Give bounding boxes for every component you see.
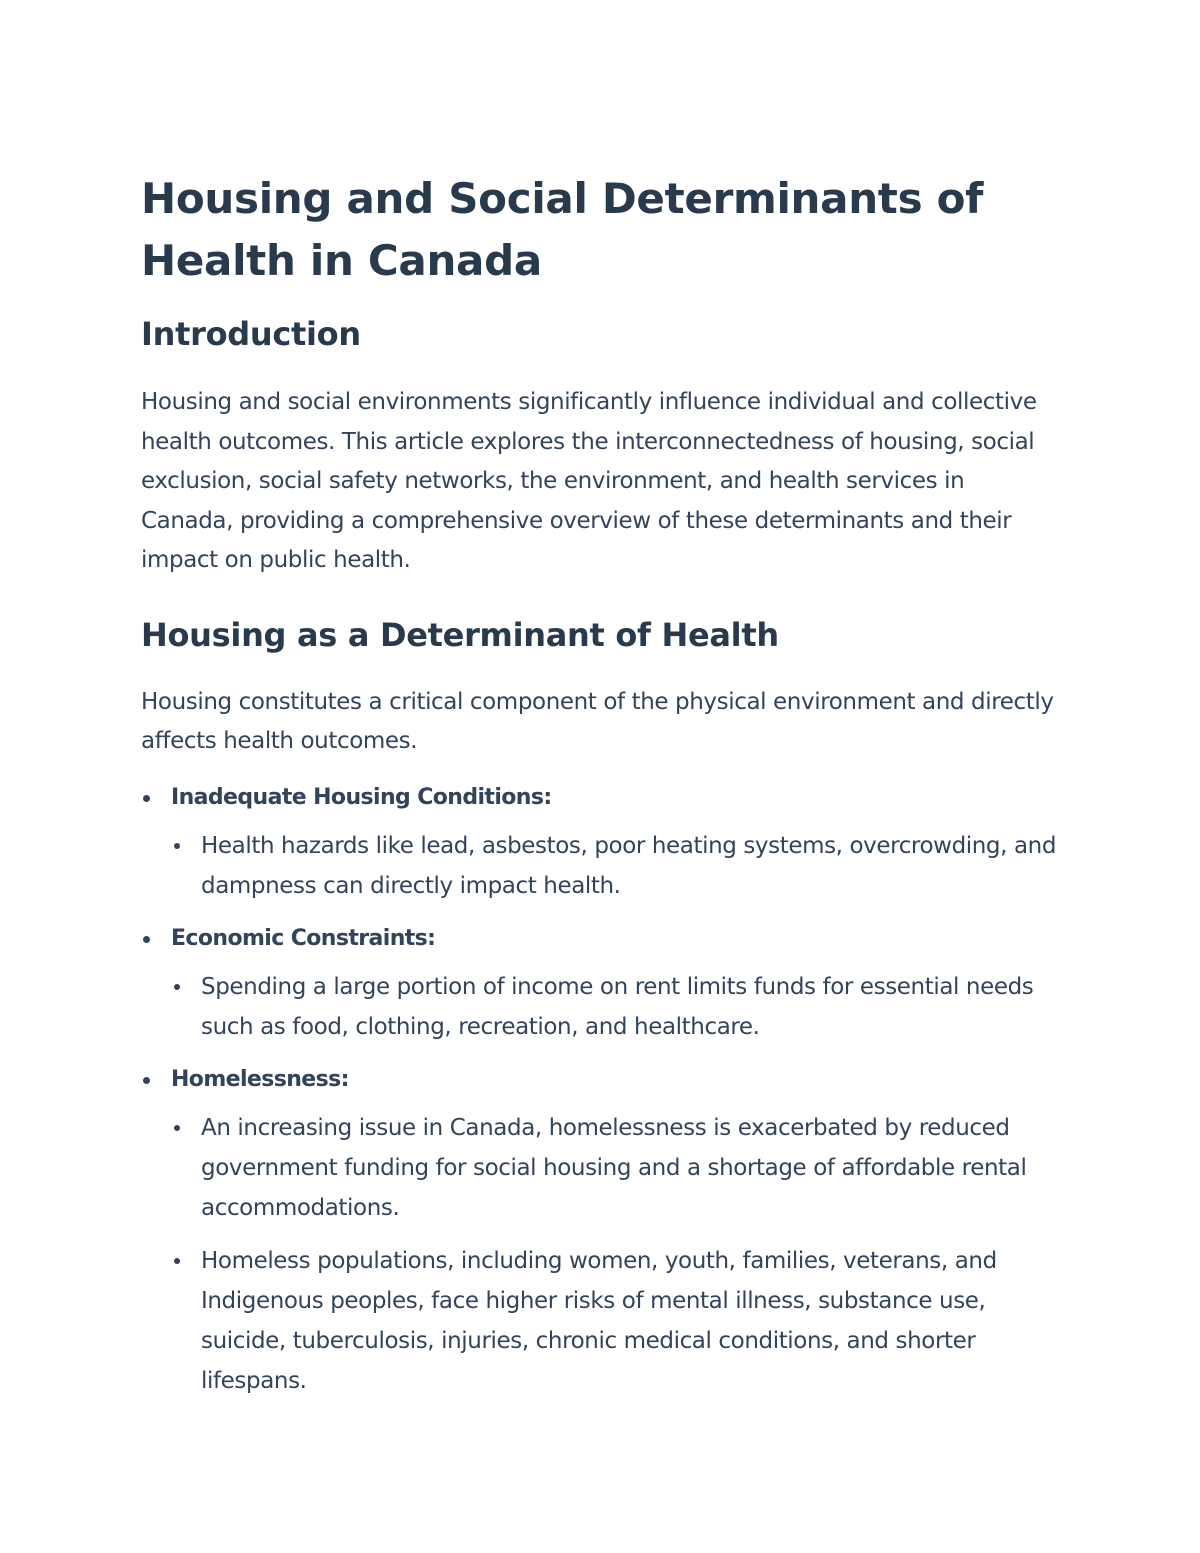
sub-list bbox=[171, 967, 1061, 1047]
bullet-icon bbox=[174, 984, 180, 990]
sub-list bbox=[171, 1108, 1061, 1401]
bullet-icon bbox=[174, 843, 180, 849]
list-item-label: Economic Constraints: bbox=[171, 925, 436, 951]
bullet-icon bbox=[174, 1125, 180, 1131]
document-content bbox=[141, 168, 1061, 1414]
sub-list bbox=[171, 826, 1061, 906]
section-heading-introduction: Introduction bbox=[141, 315, 361, 353]
sub-list-item-text: Spending a large portion of income on rent limits funds for essential needs such as food, clothing, recreation, and healthcare. bbox=[201, 973, 1034, 1040]
list-item-homelessness bbox=[141, 1060, 1061, 1401]
sub-list-item bbox=[171, 1241, 1061, 1401]
section-heading-housing: Housing as a Determinant of Health bbox=[141, 615, 779, 654]
sub-list-item-text: Health hazards like lead, asbestos, poor heating systems, overcrowding, and dampness can directly impact health. bbox=[201, 832, 1057, 899]
sub-list-item bbox=[171, 1108, 1061, 1228]
bullet-icon bbox=[143, 936, 150, 943]
list-item-economic-constraints bbox=[141, 919, 1061, 1047]
list-item-label: Inadequate Housing Conditions: bbox=[171, 784, 552, 810]
list-item-label: Homelessness: bbox=[171, 1066, 349, 1092]
bullet-icon bbox=[143, 795, 150, 802]
document-title: Housing and Social Determinants of Health in Canada bbox=[141, 174, 984, 285]
bullet-icon bbox=[143, 1077, 150, 1084]
housing-paragraph: Housing constitutes a critical component of the physical environment and directly affects health outcomes. bbox=[141, 688, 1054, 754]
sub-list-item-text: An increasing issue in Canada, homelessness is exacerbated by reduced government funding for social housing and a shortage of affordable rental accommodations. bbox=[201, 1114, 1027, 1221]
housing-factors-list bbox=[141, 778, 1061, 1401]
sub-list-item bbox=[171, 826, 1061, 906]
introduction-paragraph: Housing and social environments significantly influence individual and collective health outcomes. This article explores the interconnectedness of housing, social exclusion, social safety networks, the environment, and health services in Canada, providing a comprehensive overview of these determinants and their impact on public health. bbox=[141, 389, 1037, 573]
sub-list-item bbox=[171, 967, 1061, 1047]
bullet-icon bbox=[174, 1258, 180, 1264]
list-item-inadequate-housing bbox=[141, 778, 1061, 906]
sub-list-item-text: Homeless populations, including women, youth, families, veterans, and Indigenous peoples, face higher risks of mental illness, substance use, suicide, tuberculosis, injuries, chronic medical conditions, and shorter lifespans. bbox=[201, 1247, 997, 1394]
